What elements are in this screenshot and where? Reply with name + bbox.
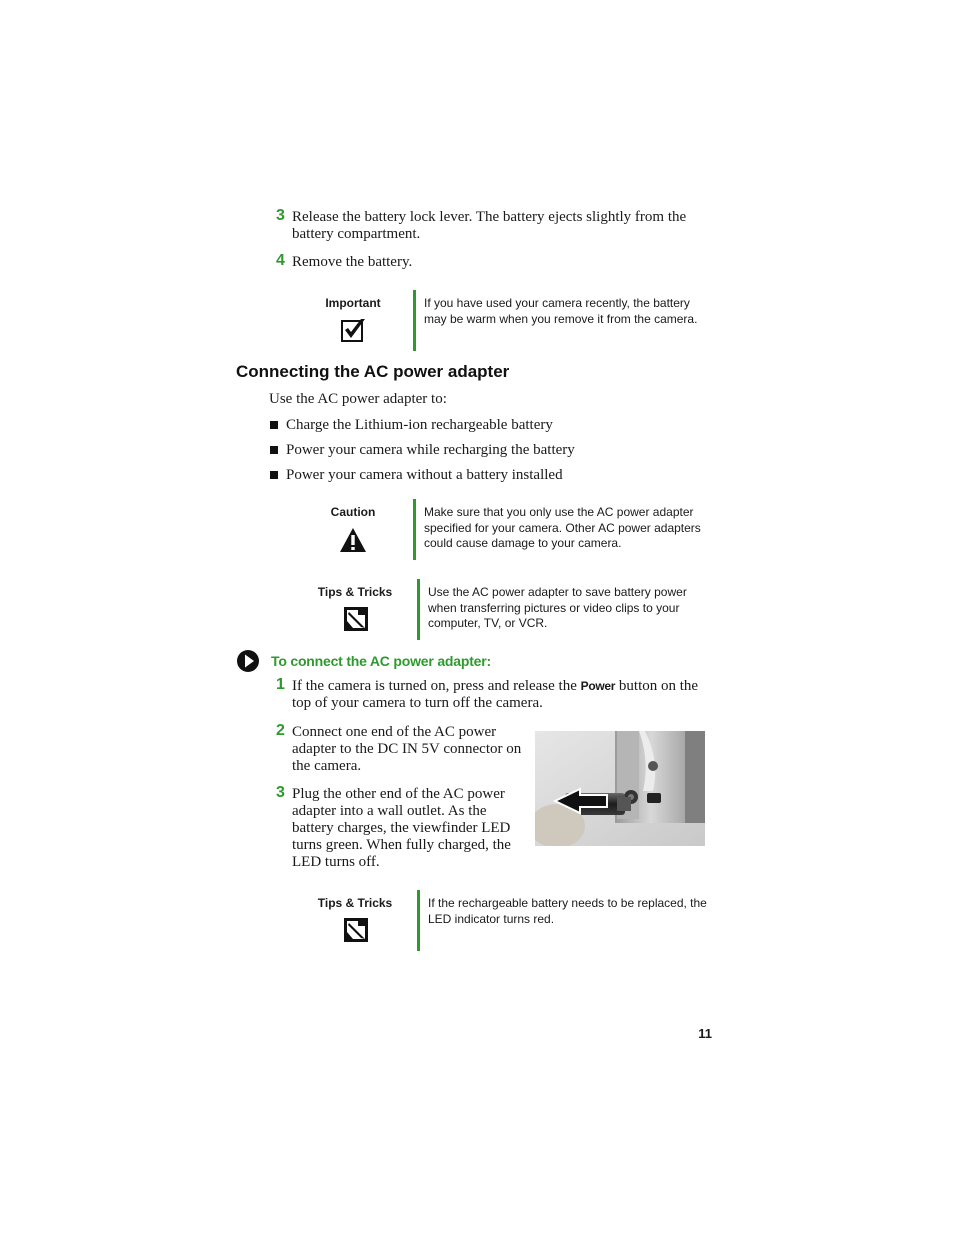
tips-text: If the rechargeable battery needs to be replaced, the LED indicator turns red. <box>428 896 707 926</box>
step-text: Release the battery lock lever. The battery ejects slightly from the battery compartment. <box>292 209 687 242</box>
note-divider <box>413 499 416 560</box>
step-number: 3 <box>276 784 285 801</box>
arrow-circle-icon <box>236 649 260 673</box>
caution-text: Make sure that you only use the AC power adapter specified for your camera. Other AC power adapters could cause damage to your camera. <box>424 505 701 550</box>
note-divider <box>417 579 420 640</box>
bullet-text: Charge the Lithium-ion rechargeable battery <box>286 417 553 433</box>
bullet-marker <box>270 471 278 479</box>
page-number: 11 <box>698 1026 712 1041</box>
bullet-text: Power your camera while recharging the battery <box>286 442 575 458</box>
tips-label: Tips & Tricks <box>317 585 393 599</box>
checkmark-icon <box>341 317 367 343</box>
procedure-title: To connect the AC power adapter: <box>271 653 491 669</box>
tips-text: Use the AC power adapter to save battery power when transferring pictures or video clips to your computer, TV, or VCR. <box>428 585 687 630</box>
pencil-note-icon <box>343 917 369 943</box>
step-number: 4 <box>276 252 285 269</box>
step-number: 3 <box>276 207 285 224</box>
note-divider <box>413 290 416 351</box>
caution-label: Caution <box>330 505 376 519</box>
bullet-marker <box>270 421 278 429</box>
step-text <box>292 678 717 712</box>
step-text: Connect one end of the AC power adapter to the DC IN 5V connector on the camera. <box>292 724 522 774</box>
step-text: Remove the battery. <box>292 254 413 270</box>
step-text: Plug the other end of the AC power adapter into a wall outlet. As the battery charges, the viewfinder LED turns green. When fully charged, the LED turns off. <box>292 786 511 870</box>
section-heading: Connecting the AC power adapter <box>236 362 510 381</box>
step-text-pre: If the camera is turned on, press and release the <box>292 678 577 694</box>
power-button-label: Power <box>580 679 616 693</box>
warning-icon <box>339 527 367 553</box>
pencil-note-icon <box>343 606 369 632</box>
step-text-post: button on the top of your camera to turn off the camera. <box>292 678 699 711</box>
bullet-marker <box>270 446 278 454</box>
section-intro: Use the AC power adapter to: <box>269 391 447 407</box>
tips-label: Tips & Tricks <box>317 896 393 910</box>
bullet-text: Power your camera without a battery installed <box>286 467 563 483</box>
step-number: 2 <box>276 722 285 739</box>
important-text: If you have used your camera recently, the battery may be warm when you remove it from the camera. <box>424 296 698 326</box>
camera-adapter-photo <box>535 731 705 846</box>
note-divider <box>417 890 420 951</box>
important-label: Important <box>325 296 381 310</box>
step-number: 1 <box>276 676 285 693</box>
